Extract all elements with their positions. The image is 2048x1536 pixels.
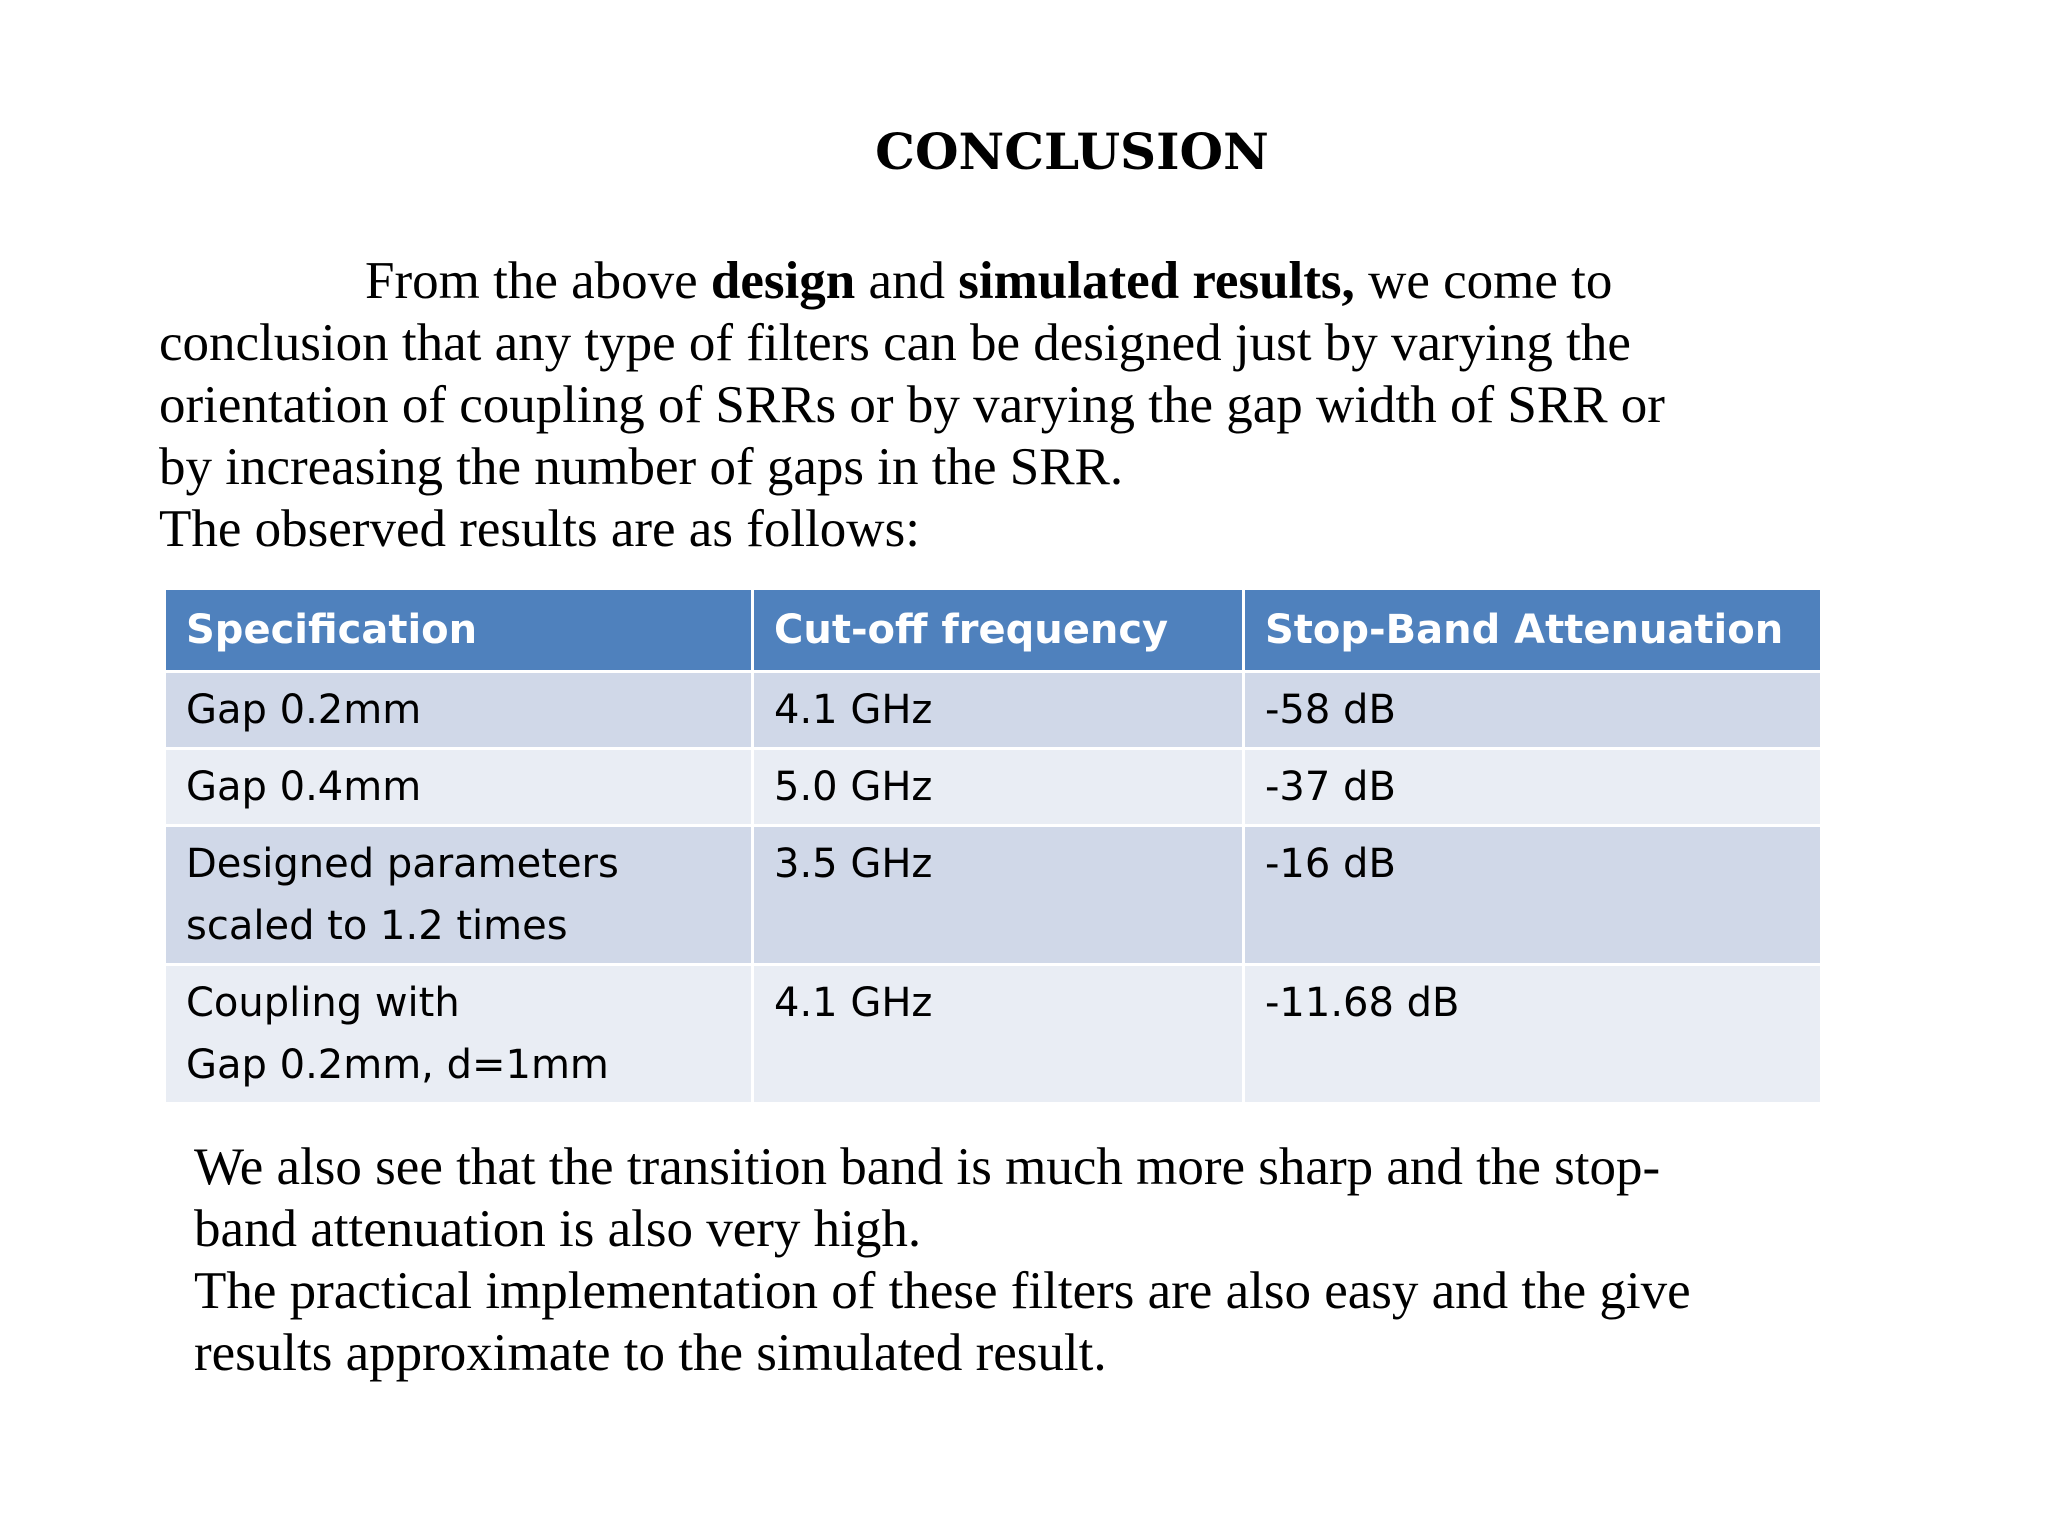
slide-title: CONCLUSION <box>875 122 1269 181</box>
intro-line-5: The observed results are as follows: <box>159 500 920 558</box>
header-cutoff-frequency: Cut-off frequency <box>753 589 1244 672</box>
table-row <box>165 826 1822 965</box>
outro-line-1: We also see that the transition band is much more sharp and the stop- <box>194 1138 1661 1196</box>
cell-attenuation: -16 dB <box>1244 826 1822 965</box>
table-row <box>165 749 1822 826</box>
intro-paragraph <box>159 250 1819 560</box>
cell-specification <box>165 965 753 1104</box>
intro-text: and <box>855 252 959 310</box>
spec-line: Designed parameters <box>186 841 619 887</box>
table-row <box>165 672 1822 749</box>
spec-line: Gap 0.2mm <box>186 687 422 733</box>
cell-cutoff: 5.0 GHz <box>753 749 1244 826</box>
cell-specification <box>165 826 753 965</box>
cell-specification <box>165 672 753 749</box>
cell-cutoff: 4.1 GHz <box>753 965 1244 1104</box>
cell-cutoff: 4.1 GHz <box>753 672 1244 749</box>
header-specification: Specification <box>165 589 753 672</box>
intro-bold-design: design <box>710 252 856 310</box>
cell-attenuation: -37 dB <box>1244 749 1822 826</box>
cell-attenuation: -58 dB <box>1244 672 1822 749</box>
cell-attenuation: -11.68 dB <box>1244 965 1822 1104</box>
spec-line: Coupling with <box>186 980 460 1026</box>
intro-line-2: conclusion that any type of filters can be designed just by varying the <box>159 314 1631 372</box>
table-header-row <box>165 589 1822 672</box>
spec-line: Gap 0.4mm <box>186 764 422 810</box>
intro-text: we come to <box>1354 252 1613 310</box>
outro-line-3: The practical implementation of these filters are also easy and the give <box>194 1262 1691 1320</box>
cell-specification <box>165 749 753 826</box>
cell-cutoff: 3.5 GHz <box>753 826 1244 965</box>
outro-line-4: results approximate to the simulated result. <box>194 1324 1107 1382</box>
intro-line-4: by increasing the number of gaps in the SRR. <box>159 438 1124 496</box>
table-row <box>165 965 1822 1104</box>
spec-line: Gap 0.2mm, d=1mm <box>186 1042 609 1088</box>
intro-text: From the above <box>365 252 711 310</box>
results-table <box>163 587 1823 1105</box>
header-stop-band-attenuation: Stop-Band Attenuation <box>1244 589 1822 672</box>
intro-line-1 <box>159 250 1819 312</box>
intro-bold-simulated: simulated results, <box>958 252 1355 310</box>
outro-paragraph <box>194 1136 1834 1384</box>
spec-line: scaled to 1.2 times <box>186 903 568 949</box>
outro-line-2: band attenuation is also very high. <box>194 1200 922 1258</box>
intro-line-3: orientation of coupling of SRRs or by varying the gap width of SRR or <box>159 376 1665 434</box>
